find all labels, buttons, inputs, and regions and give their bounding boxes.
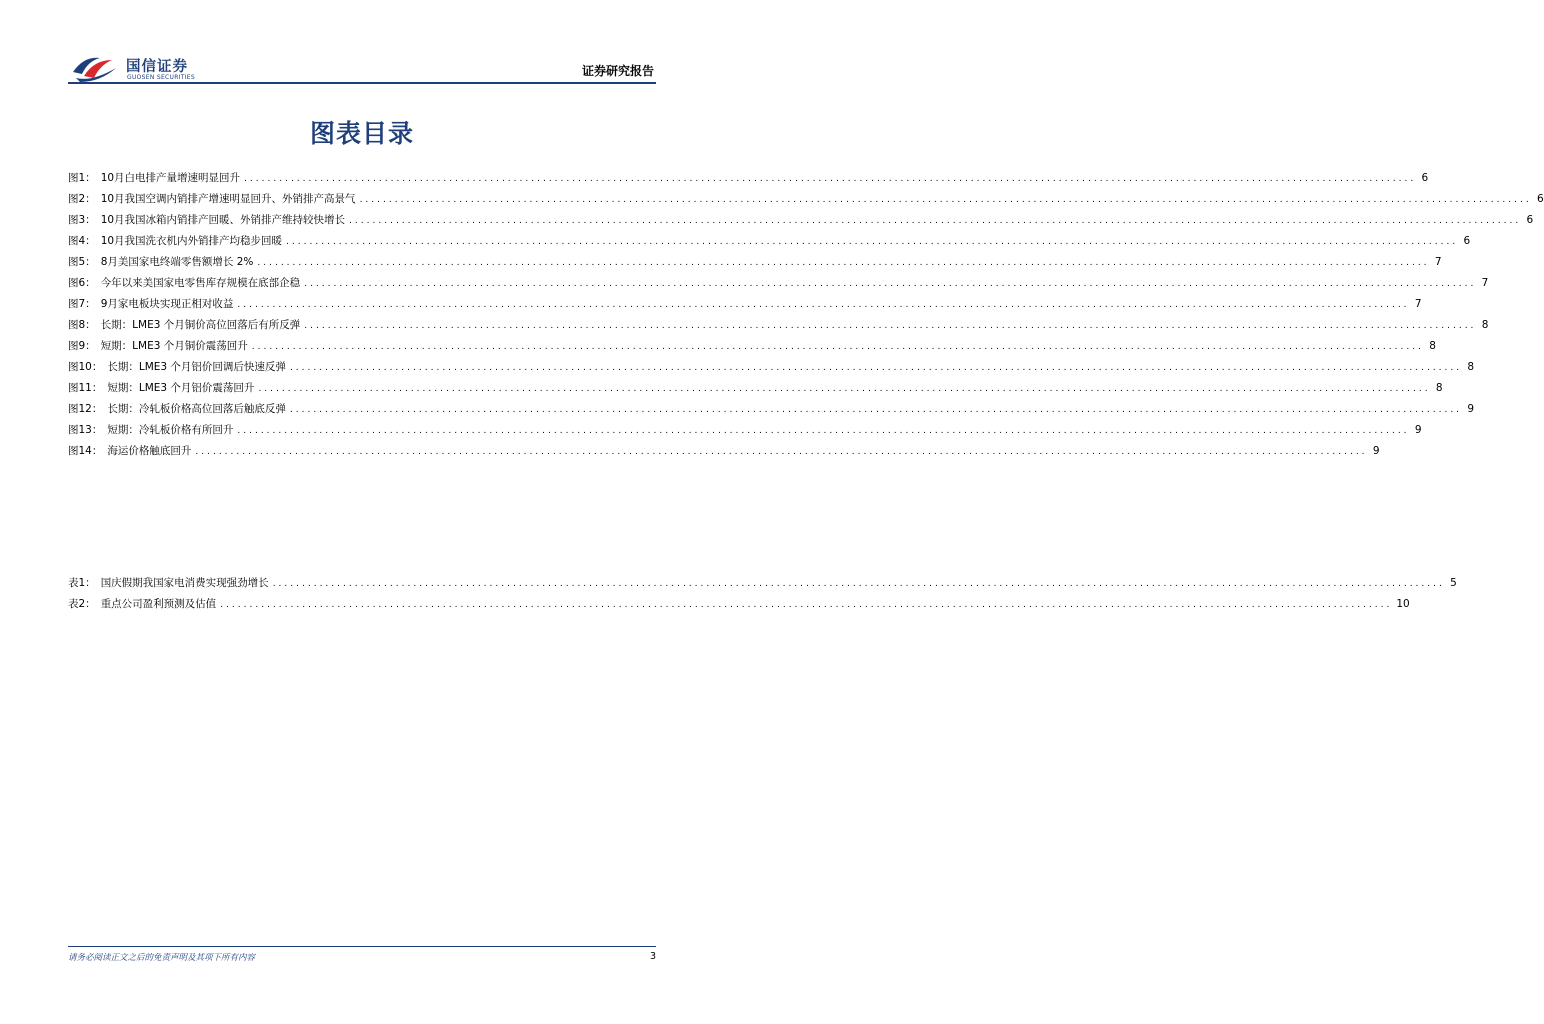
- figure-label: 图8：: [68, 319, 96, 331]
- guosen-logo-icon: [70, 52, 122, 84]
- figure-list: [68, 168, 1544, 462]
- logo-chinese-name: 国信证券: [126, 59, 188, 75]
- footer-divider: [68, 946, 656, 947]
- dot-leader: ........................................................................................................................................................................................................: [251, 342, 1424, 352]
- figure-page-number: 8: [1467, 361, 1475, 373]
- figure-label: 图10：: [68, 361, 103, 373]
- figure-label: 图6：: [68, 277, 96, 289]
- table-entry[interactable]: [68, 594, 1410, 615]
- dot-leader: ........................................................................................................................................................................................................: [272, 579, 1445, 589]
- figure-title: 10月白电排产量增速明显回升: [100, 172, 241, 184]
- figure-entry[interactable]: [68, 231, 1471, 252]
- figure-page-number: 7: [1481, 277, 1489, 289]
- figure-entry[interactable]: [68, 315, 1489, 336]
- dot-leader: ........................................................................................................................................................................................................: [237, 426, 1410, 436]
- figure-title: 短期：冷轧板价格有所回升: [107, 424, 234, 436]
- figure-label: 图12：: [68, 403, 103, 415]
- figure-title: 短期：LME3 个月铜价震荡回升: [100, 340, 248, 352]
- figure-page-number: 8: [1435, 382, 1443, 394]
- figure-label: 图3：: [68, 214, 96, 226]
- dot-leader: ........................................................................................................................................................................................................: [237, 300, 1410, 310]
- figure-page-number: 6: [1537, 193, 1544, 205]
- figure-entry[interactable]: [68, 357, 1475, 378]
- figure-page-number: 8: [1429, 340, 1436, 352]
- dot-leader: ........................................................................................................................................................................................................: [244, 174, 1417, 184]
- logo-english-name: GUOSEN SECURITIES: [127, 74, 196, 81]
- dot-leader: ........................................................................................................................................................................................................: [258, 384, 1431, 394]
- page-header: [68, 50, 656, 90]
- figure-entry[interactable]: [68, 399, 1475, 420]
- dot-leader: ........................................................................................................................................................................................................: [220, 600, 1393, 610]
- figure-page-number: 7: [1434, 256, 1442, 268]
- figure-page-number: 9: [1414, 424, 1422, 436]
- figure-title: 今年以来美国家电零售库存规模在底部企稳: [100, 277, 301, 289]
- figure-entry[interactable]: [68, 294, 1422, 315]
- figure-title: 长期：LME3 个月铝价回调后快速反弹: [107, 361, 286, 373]
- figure-label: 图5：: [68, 256, 96, 268]
- table-title: 重点公司盈利预测及估值: [100, 598, 217, 610]
- figure-title: 10月我国冰箱内销排产回暖、外销排产维持较快增长: [100, 214, 346, 226]
- table-title: 国庆假期我国家电消费实现强劲增长: [100, 577, 269, 589]
- figure-label: 图2：: [68, 193, 96, 205]
- figure-page-number: 6: [1526, 214, 1534, 226]
- figure-entry[interactable]: [68, 189, 1544, 210]
- figure-title: 长期：冷轧板价格高位回落后触底反弹: [107, 403, 286, 415]
- figure-title: 8月美国家电终端零售额增长 2%: [100, 256, 254, 268]
- dot-leader: ........................................................................................................................................................................................................: [195, 447, 1368, 457]
- figure-entry[interactable]: [68, 378, 1443, 399]
- figure-page-number: 8: [1481, 319, 1489, 331]
- dot-leader: ........................................................................................................................................................................................................: [359, 195, 1532, 205]
- figure-label: 图9：: [68, 340, 96, 352]
- dot-leader: ........................................................................................................................................................................................................: [257, 258, 1430, 268]
- figure-entry[interactable]: [68, 441, 1380, 462]
- figure-label: 图1：: [68, 172, 96, 184]
- figure-label: 图13：: [68, 424, 103, 436]
- dot-leader: ........................................................................................................................................................................................................: [289, 405, 1463, 415]
- dot-leader: ........................................................................................................................................................................................................: [304, 321, 1477, 331]
- page-title: 图表目录: [309, 119, 414, 148]
- figure-entry[interactable]: [68, 252, 1442, 273]
- figure-title: 短期：LME3 个月铝价震荡回升: [107, 382, 255, 394]
- figure-label: 图14：: [68, 445, 103, 457]
- dot-leader: ........................................................................................................................................................................................................: [286, 237, 1459, 247]
- figure-title: 长期：LME3 个月铜价高位回落后有所反弹: [100, 319, 301, 331]
- dot-leader: ........................................................................................................................................................................................................: [289, 363, 1463, 373]
- figure-title: 海运价格触底回升: [107, 445, 192, 457]
- figure-entry[interactable]: [68, 210, 1534, 231]
- dot-leader: ........................................................................................................................................................................................................: [304, 279, 1477, 289]
- table-page-number: 5: [1450, 577, 1457, 589]
- table-page-number: 10: [1396, 598, 1410, 610]
- report-type-label: 证券研究报告: [581, 64, 654, 78]
- page-number: 3: [649, 951, 656, 962]
- figure-title: 10月我国洗衣机内外销排产均稳步回暖: [100, 235, 283, 247]
- disclaimer-note: 请务必阅读正文之后的免责声明及其项下所有内容: [68, 953, 256, 963]
- table-list: [68, 573, 1457, 615]
- figure-title: 9月家电板块实现正相对收益: [100, 298, 234, 310]
- table-label: 表2：: [68, 598, 96, 610]
- table-label: 表1：: [68, 577, 96, 589]
- figure-page-number: 7: [1414, 298, 1422, 310]
- figure-entry[interactable]: [68, 273, 1489, 294]
- figure-label: 图7：: [68, 298, 96, 310]
- header-divider: [68, 82, 656, 84]
- figure-entry[interactable]: [68, 420, 1422, 441]
- figure-title: 10月我国空调内销排产增速明显回升、外销排产高景气: [100, 193, 356, 205]
- figure-page-number: 9: [1467, 403, 1475, 415]
- guosen-logo: [70, 52, 220, 86]
- figure-entry[interactable]: [68, 168, 1429, 189]
- figure-page-number: 6: [1421, 172, 1429, 184]
- figure-label: 图4：: [68, 235, 96, 247]
- figure-page-number: 6: [1463, 235, 1471, 247]
- figure-page-number: 9: [1372, 445, 1380, 457]
- table-entry[interactable]: [68, 573, 1457, 594]
- dot-leader: ........................................................................................................................................................................................................: [349, 216, 1522, 226]
- figure-label: 图11：: [68, 382, 103, 394]
- figure-entry[interactable]: [68, 336, 1436, 357]
